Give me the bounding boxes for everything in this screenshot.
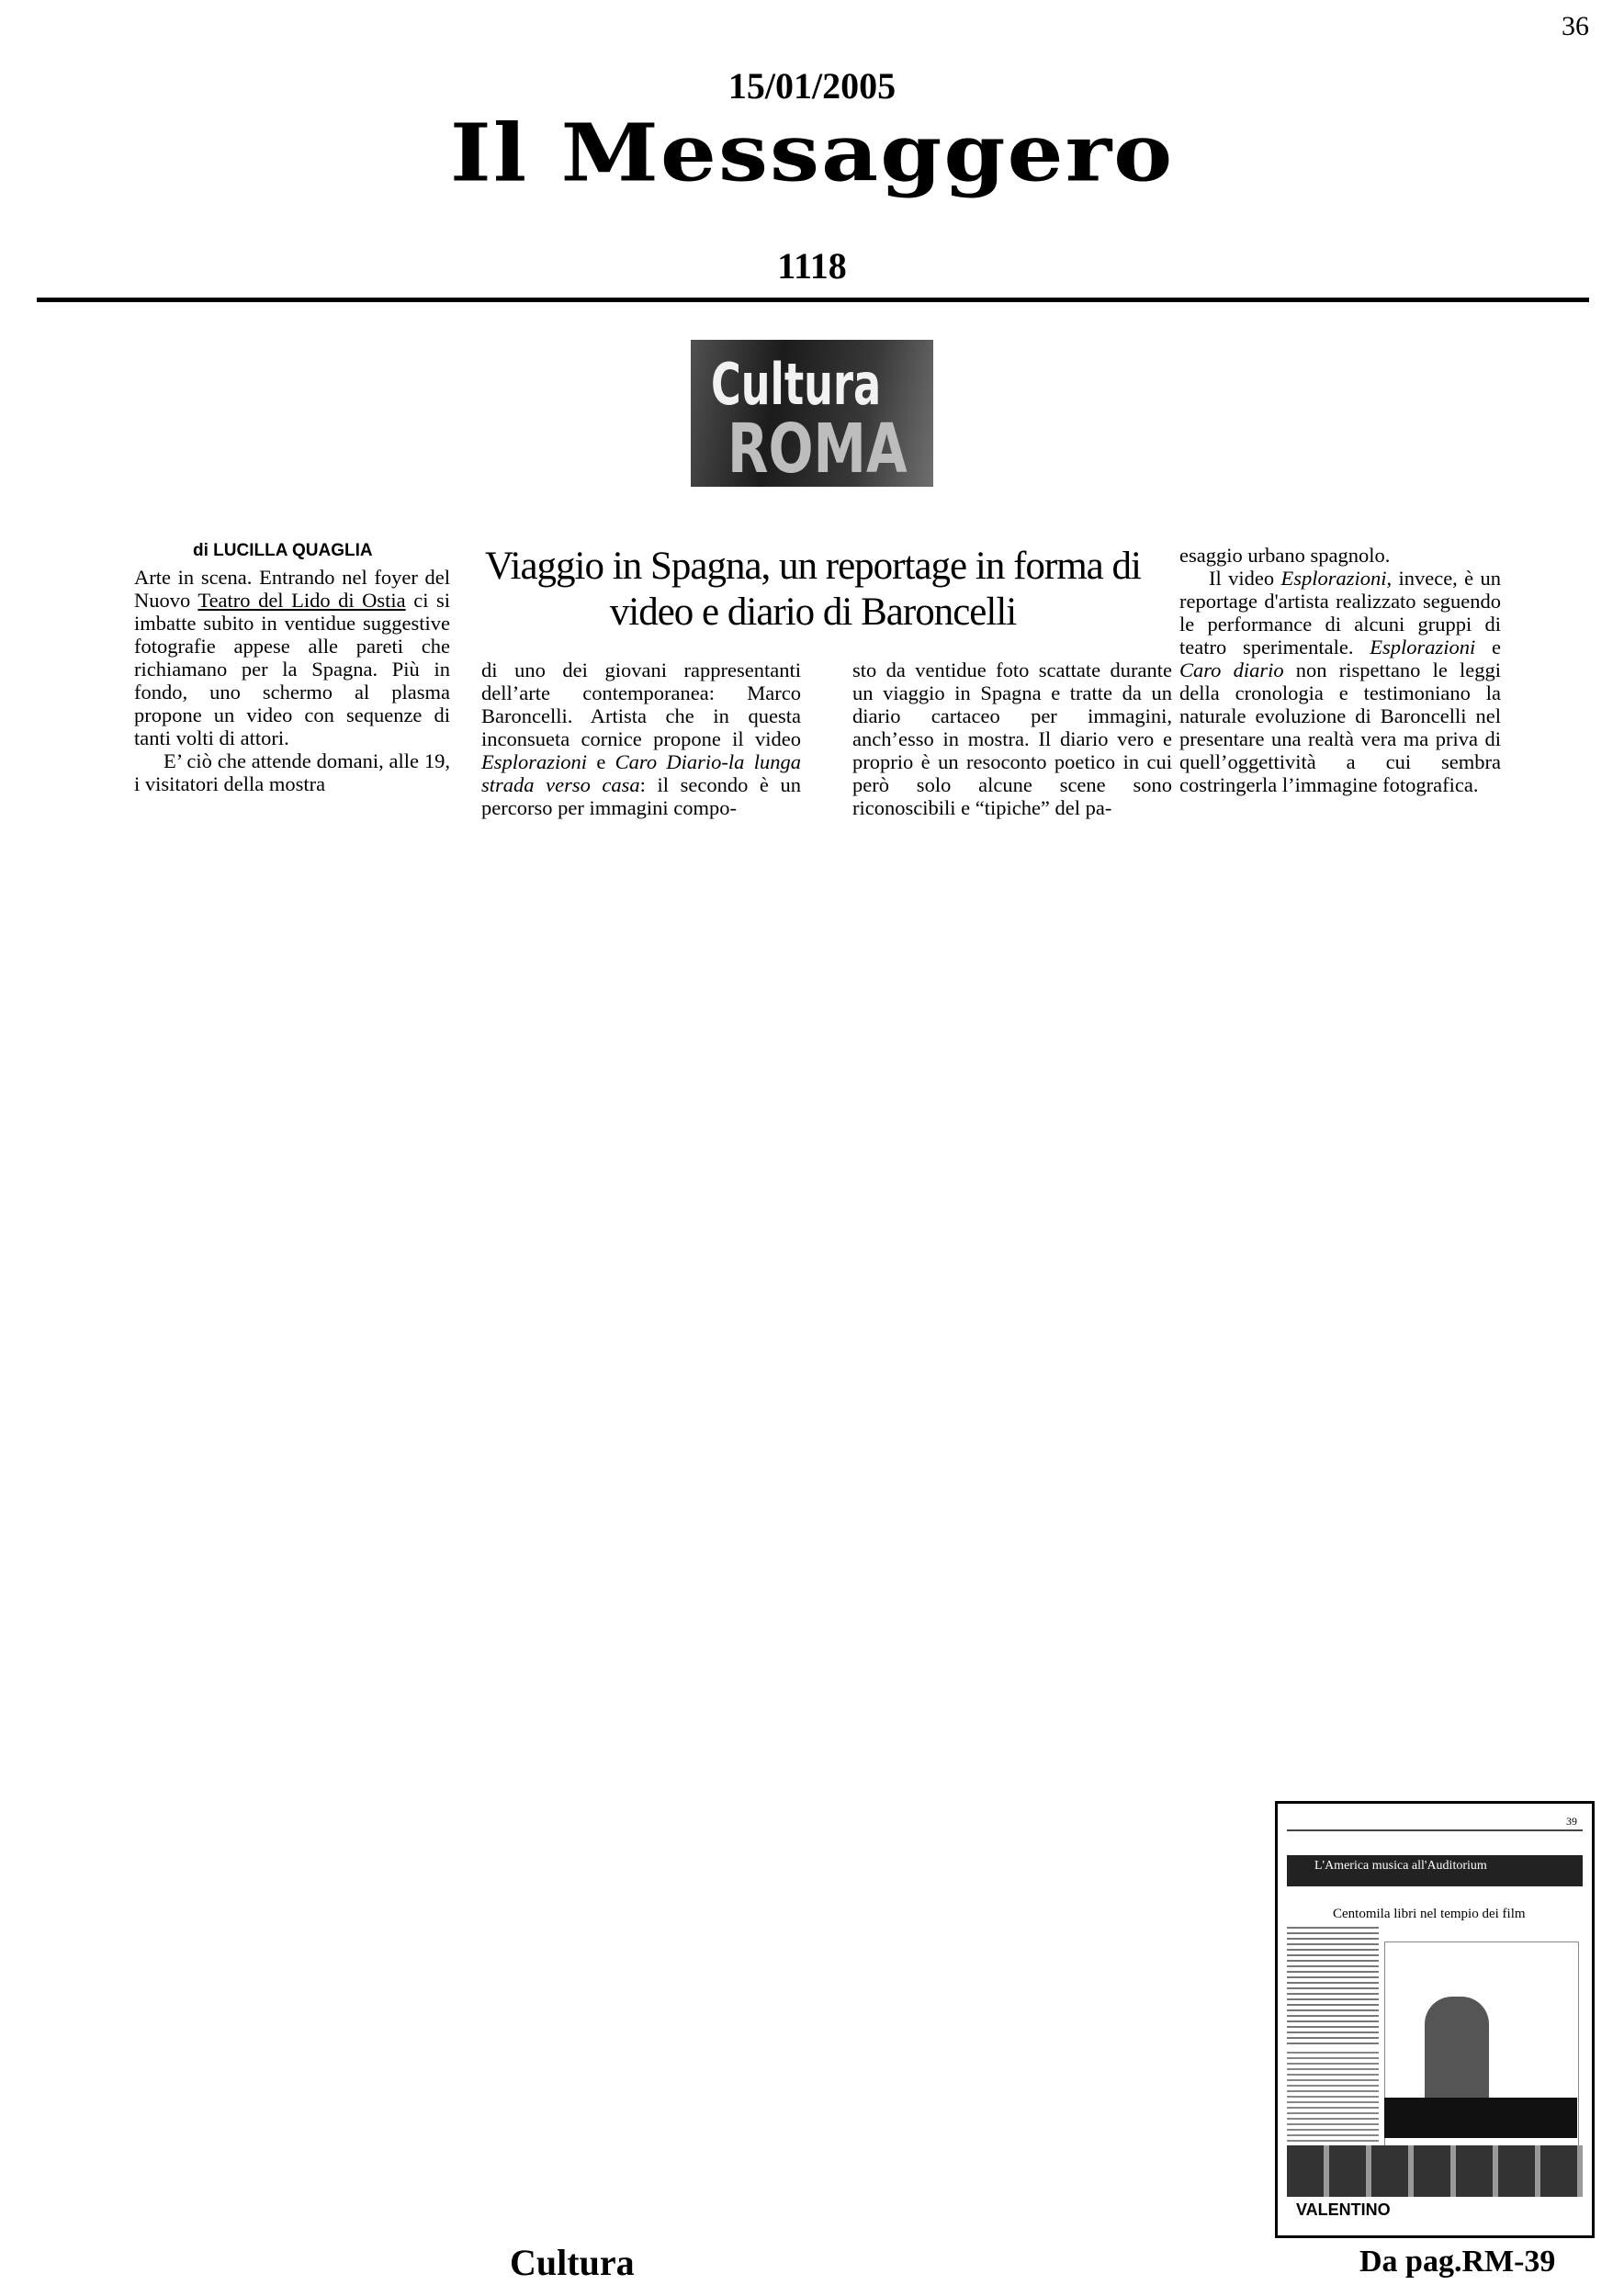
thumbnail-header-rule (1287, 1813, 1583, 1831)
thumbnail-title-2: Centomila libri nel tempio dei film (1333, 1907, 1526, 1921)
article-column-4 (1179, 544, 1501, 796)
newspaper-masthead: Il Messaggero (449, 106, 1175, 200)
article-column-1 (134, 566, 450, 795)
article-byline: di LUCILLA QUAGLIA (193, 541, 373, 560)
article-headline: Viaggio in Spagna, un reportage in forma di video e diario di Baroncelli (485, 545, 1141, 634)
col1-text-b: ci si imbatte subito in ventidue suggestive fotografie appese alle pareti che richiamano per la Spagna. Più in fondo, uno schermo al plasma propone un video con sequenze di tanti volti di attori. (134, 589, 450, 749)
col4-title-2: Esplorazioni (1370, 636, 1476, 658)
section-logo-line1: Cultura (711, 351, 882, 418)
article-column-3 (852, 658, 1172, 819)
col4-title-3: Caro diario (1179, 658, 1284, 681)
footer-section-name: Cultura (510, 2242, 635, 2283)
thumbnail-ad-strip (1287, 2145, 1583, 2197)
col4-text-c: e (1475, 636, 1501, 658)
header-divider (37, 298, 1589, 302)
thumbnail-brand: VALENTINO (1296, 2200, 1391, 2219)
issue-number: 1118 (777, 245, 847, 287)
thumbnail-title-1: L'America musica all'Auditorium (1314, 1859, 1487, 1873)
col3-text: sto da ventidue foto scattate durante un viaggio in Spagna e tratte da un diario cartaceo per immagini, anch’esso in mostra. Il diario vero e proprio è un resoconto poetico in cui però solo alcune scene sono riconoscibili e “tipiche” del pa- (852, 658, 1172, 819)
col1-paragraph-2: E’ ciò che attende domani, alle 19, i visitatori della mostra (134, 749, 450, 795)
col2-title-2: Caro Diario-la lunga strada verso casa (481, 750, 801, 796)
page-thumbnail (1275, 1801, 1595, 2238)
col1-text-a: Arte in scena. Entrando nel foyer del Nuovo (134, 566, 450, 612)
col4-text-d: non rispettano le leggi della cronologia e testimoniano la naturale evoluzione di Baroncelli nel presentare una realtà vera ma priva di quell’oggettività a cui sembra costringerla l’immagine fotografica. (1179, 658, 1501, 796)
thumbnail-page-label: 39 (1566, 1815, 1577, 1828)
col4-text-a: Il video (1209, 567, 1281, 590)
thumbnail-text-block (1287, 1927, 1379, 2046)
col4-paragraph-1: esaggio urbano spagnolo. (1179, 544, 1391, 567)
col2-title-1: Esplorazioni (481, 750, 588, 773)
col2-text-b: e (587, 750, 615, 773)
thumbnail-text-block-2 (1287, 2052, 1379, 2144)
publication-date: 15/01/2005 (727, 65, 897, 107)
footer-page-reference: Da pag.RM-39 (1359, 2245, 1556, 2279)
col1-place: Teatro del Lido di Ostia (197, 589, 406, 612)
thumbnail-dark-box (1384, 2098, 1577, 2138)
section-logo (691, 340, 933, 487)
col2-text-a: di uno dei giovani rappresentanti dell’arte contemporanea: Marco Baroncelli. Artista che in questa inconsueta cornice propone il video (481, 658, 801, 750)
col4-title-1: Esplorazioni (1280, 567, 1387, 590)
page-number: 36 (1562, 11, 1589, 41)
col4-text-b: , invece, è un reportage d'artista realizzato seguendo le performance di alcuni gruppi di teatro sperimentale. (1179, 567, 1502, 658)
article-column-2 (481, 658, 801, 819)
section-logo-line2: ROMA (727, 410, 908, 487)
col2-text-c: : il secondo è un percorso per immagini compo- (481, 773, 801, 819)
